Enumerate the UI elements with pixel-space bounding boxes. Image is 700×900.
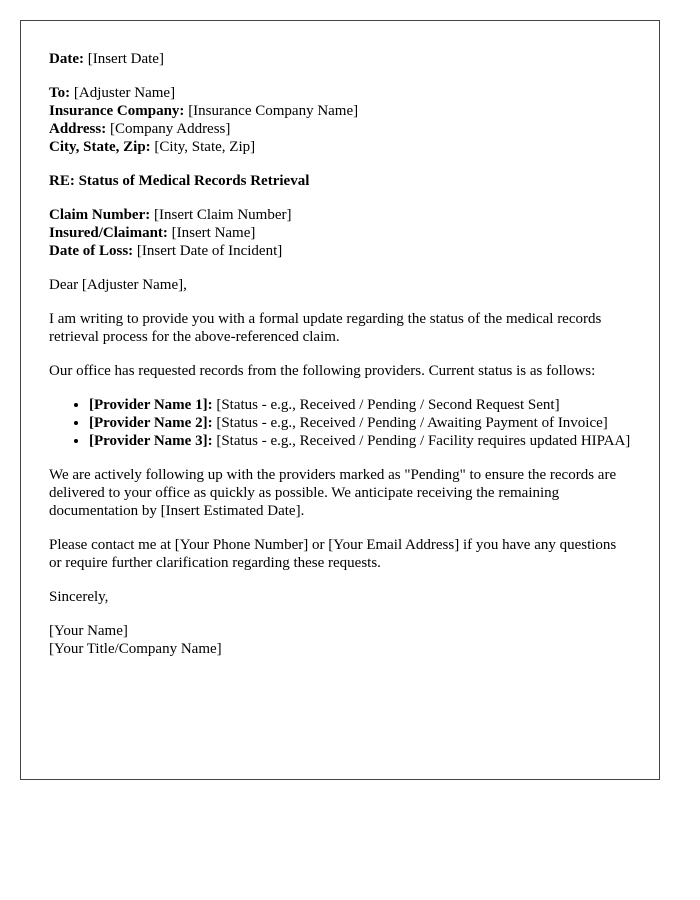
insured-value: [Insert Name] (171, 225, 256, 241)
claim-block (49, 206, 631, 260)
recipient-block (49, 84, 631, 156)
provider-item (89, 414, 631, 432)
subject-text: RE: Status of Medical Records Retrieval (49, 173, 310, 189)
claim-number-value: [Insert Claim Number] (154, 207, 292, 223)
provider-status: [Status - e.g., Received / Pending / Awaiting Payment of Invoice] (216, 415, 608, 431)
provider-name: [Provider Name 3]: (89, 433, 213, 449)
provider-status: [Status - e.g., Received / Pending / Facility requires updated HIPAA] (216, 433, 631, 449)
date-label: Date: (49, 51, 84, 67)
closing: Sincerely, (49, 589, 109, 605)
intro-paragraph: I am writing to provide you with a formal update regarding the status of the medical records retrieval process for the above-referenced claim. (49, 311, 602, 345)
letter (20, 20, 660, 780)
company-value: [Insurance Company Name] (188, 103, 359, 119)
to-line (49, 84, 631, 102)
city-value: [City, State, Zip] (154, 139, 256, 155)
follow-up-paragraph: We are actively following up with the providers marked as "Pending" to ensure the records are delivered to your office as quickly as possible. We anticipate receiving the remaining documentation by [Insert Estimated Date]. (49, 467, 617, 519)
date-value: [Insert Date] (87, 51, 164, 67)
address-line (49, 120, 631, 138)
provider-name: [Provider Name 1]: (89, 397, 213, 413)
to-value: [Adjuster Name] (73, 85, 176, 101)
provider-list (49, 396, 631, 450)
loss-date-value: [Insert Date of Incident] (136, 243, 283, 259)
provider-item (89, 432, 631, 450)
signature-name: [Your Name] (49, 623, 128, 639)
to-label: To: (49, 85, 71, 101)
providers-intro: Our office has requested records from the following providers. Current status is as follows: (49, 363, 596, 379)
company-label: Insurance Company: (49, 103, 185, 119)
provider-name: [Provider Name 2]: (89, 415, 213, 431)
contact-paragraph: Please contact me at [Your Phone Number] or [Your Email Address] if you have any questions or require further clarification regarding these requests. (49, 537, 617, 571)
claim-number-line (49, 206, 631, 224)
signature-title: [Your Title/Company Name] (49, 641, 222, 657)
signature-block (49, 622, 631, 658)
city-label: City, State, Zip: (49, 139, 151, 155)
insured-label: Insured/Claimant: (49, 225, 168, 241)
company-line (49, 102, 631, 120)
claim-number-label: Claim Number: (49, 207, 151, 223)
address-label: Address: (49, 121, 107, 137)
loss-date-line (49, 242, 631, 260)
loss-date-label: Date of Loss: (49, 243, 134, 259)
insured-line (49, 224, 631, 242)
subject-line (49, 172, 631, 190)
provider-status: [Status - e.g., Received / Pending / Second Request Sent] (216, 397, 560, 413)
provider-item (89, 396, 631, 414)
salutation: Dear [Adjuster Name], (49, 277, 187, 293)
date-line (49, 50, 631, 68)
address-value: [Company Address] (109, 121, 231, 137)
city-line (49, 138, 631, 156)
